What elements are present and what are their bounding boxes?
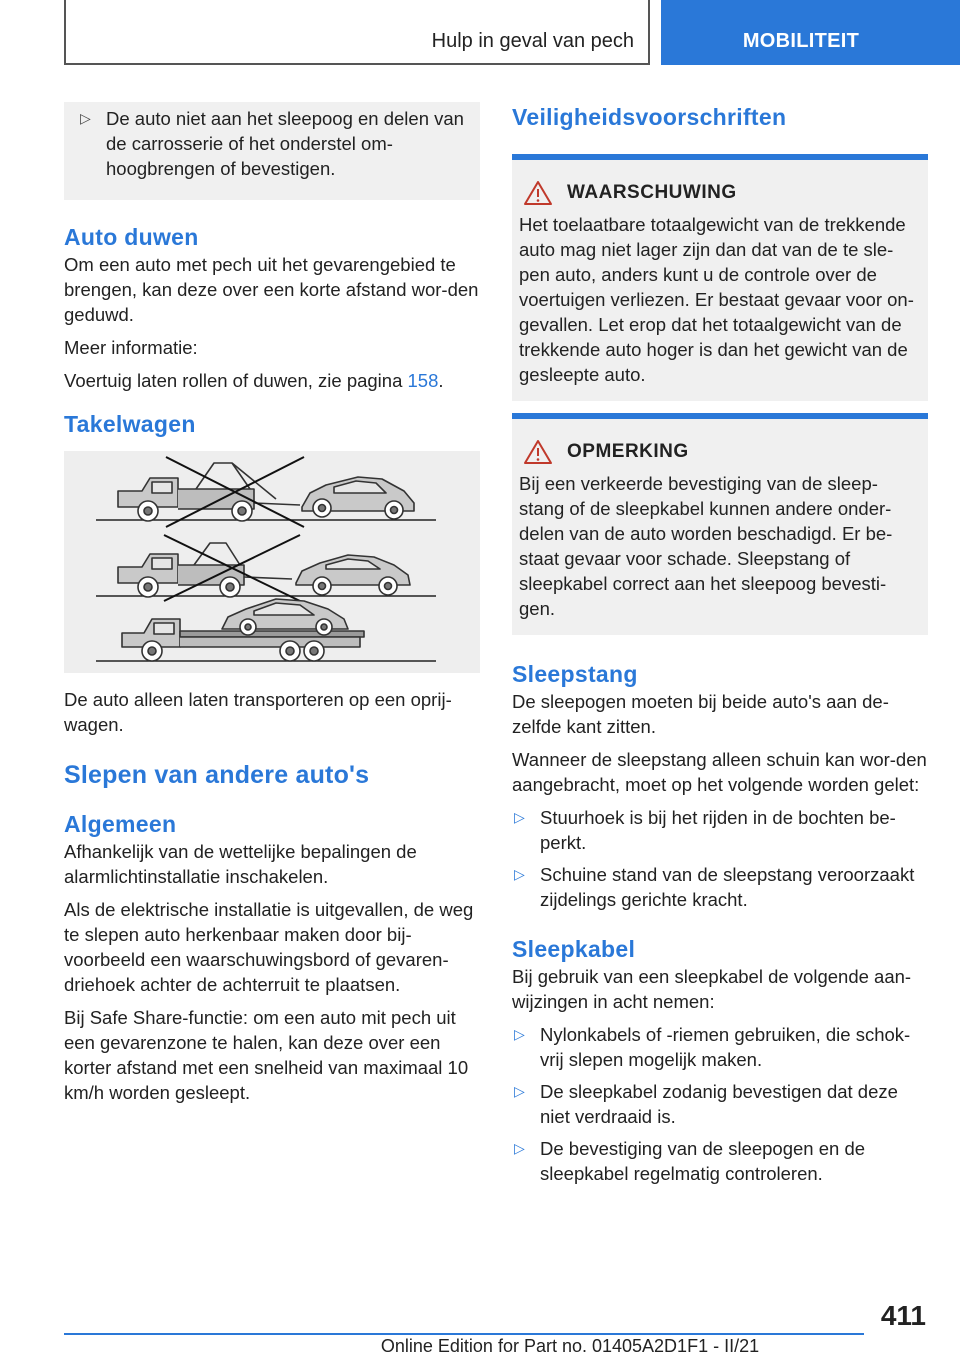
header-section-title: Hulp in geval van pech [431, 30, 634, 52]
triangle-right-icon: ▷ [80, 110, 91, 126]
list-item-text: De bevestiging van de sleepogen en de sleepkabel regelmatig controleren. [540, 1138, 866, 1184]
paragraph: Wanneer de sleepstang alleen schuin kan wor-den aangebracht, moet op het volgende worden gelet: [512, 749, 927, 795]
warning-triangle-icon [523, 180, 553, 206]
paragraph: Om een auto met pech uit het gevarengebied te brengen, kan deze over een korte afstand wor-den geduwd. [64, 254, 479, 325]
warning-header [519, 180, 921, 206]
paragraph: Afhankelijk van de wettelijke bepalingen de alarmlichtinstallatie inschakelen. [64, 841, 417, 887]
right-column [512, 102, 928, 1193]
paragraph: Bij gebruik van een sleepkabel de volgende aan-wijzingen in acht nemen: [512, 966, 912, 1012]
list-item-text: De auto niet aan het sleepoog en delen van de carrosserie of het onderstel om-hoogbrengen of bevestigen. [106, 108, 464, 179]
warning-text: Het toelaatbare totaalgewicht van de trekkende auto mag niet lager zijn dan dat van de te sle-pen auto, anders kunt u de controle over de voertuigen verliezen. Er bestaat gevaar voor on-gevallen. Let erop dat het totaalgewicht van de trekkende auto hoger is dan het gewicht van de gesleepte auto. [519, 214, 914, 385]
list-item [512, 805, 928, 855]
heading-takelwagen: Takelwagen [64, 411, 196, 437]
footer-edition: Online Edition for Part no. 01405A2D1F1 - II/21 [380, 1336, 760, 1356]
header-chapter-label: MOBILITEIT [742, 30, 860, 52]
heading-algemeen: Algemeen [64, 811, 177, 837]
list-item-text: Stuurhoek is bij het rijden in de bochten be-perkt. [540, 807, 896, 853]
reference-end: . [438, 370, 444, 391]
triangle-right-icon: ▷ [514, 1140, 525, 1156]
tow-truck-svg [64, 451, 480, 673]
notice-text: Bij een verkeerde bevestiging van de sleep-stang of de sleepkabel kunnen andere onder-delen van de auto worden beschadigd. Er be-staat gevaar voor schade. Sleepstang of sleepkabel correct aan het sleepoog bevesti-gen. [519, 473, 893, 619]
paragraph: Als de elektrische installatie is uitgevallen, de weg te slepen auto herkenbaar maken door bij-voorbeeld een waarschuwingsbord of gevaren-driehoek achter de achterruit te plaatsen. [64, 899, 474, 995]
heading-sleepkabel: Sleepkabel [512, 936, 636, 962]
page-header [0, 0, 960, 65]
reference-text: Voertuig laten rollen of duwen, zie pagina [64, 370, 408, 391]
paragraph-reference [64, 368, 480, 393]
triangle-right-icon: ▷ [514, 809, 525, 825]
warning-box [512, 154, 928, 401]
triangle-right-icon: ▷ [514, 1083, 525, 1099]
heading-slepen: Slepen van andere auto's [64, 761, 370, 789]
heading-auto-duwen: Auto duwen [64, 224, 199, 250]
list-item [78, 106, 466, 181]
page-number: 411 [880, 1300, 926, 1331]
top-bullet-box [64, 102, 480, 200]
notice-title: OPMERKING [567, 441, 689, 462]
paragraph: Bij Safe Share-functie: om een auto mit pech uit een gevarenzone te halen, kan deze over een korter afstand met een snelheid van maximaal 10 km/h worden gesleept. [64, 1007, 469, 1103]
notice-header [519, 439, 921, 465]
header-chapter-tab [661, 0, 960, 65]
paragraph: De sleepogen moeten bij beide auto's aan de-zelfde kant zitten. [512, 691, 889, 737]
triangle-right-icon: ▷ [514, 1026, 525, 1042]
warning-title: WAARSCHUWING [567, 182, 737, 203]
list-item-text: Nylonkabels of -riemen gebruiken, die schok-vrij slepen mogelijk maken. [540, 1024, 911, 1070]
notice-box [512, 413, 928, 635]
triangle-right-icon: ▷ [514, 866, 525, 882]
list-item-text: Schuine stand van de sleepstang veroorzaakt zijdelings gerichte kracht. [540, 864, 915, 910]
tow-truck-illustration [64, 451, 480, 673]
warning-triangle-icon [523, 439, 553, 465]
list-item [512, 1136, 928, 1186]
footer-divider [64, 1333, 864, 1335]
paragraph: Meer informatie: [64, 337, 198, 358]
page-link[interactable]: 158 [407, 370, 439, 391]
list-item [512, 1022, 928, 1072]
list-item-text: De sleepkabel zodanig bevestigen dat deze niet verdraaid is. [540, 1081, 898, 1127]
header-section-box [64, 0, 650, 65]
list-item [512, 1079, 928, 1129]
illustration-caption: De auto alleen laten transporteren op een oprij-wagen. [64, 689, 452, 735]
heading-veiligheid: Veiligheidsvoorschriften [512, 104, 787, 130]
heading-sleepstang: Sleepstang [512, 661, 638, 687]
left-column [64, 102, 480, 1113]
list-item [512, 862, 928, 912]
